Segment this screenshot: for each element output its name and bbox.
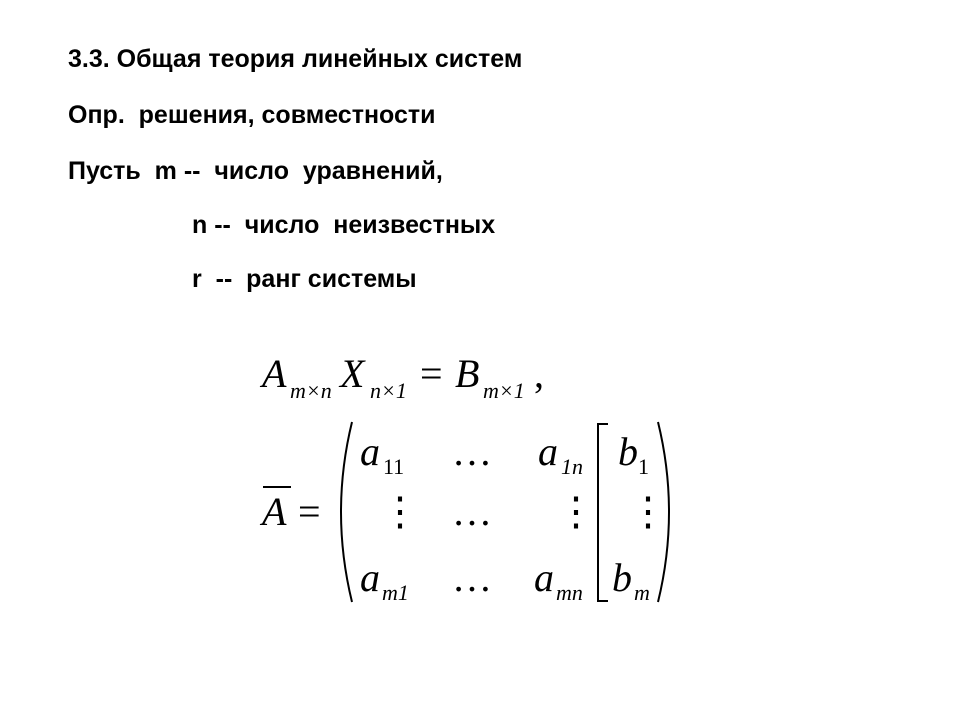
row1-a: a [360, 429, 380, 474]
section-heading: 3.3. Общая теория линейных систем [68, 45, 523, 73]
row2-dots: … [452, 489, 492, 534]
row1-a2-sub: 1n [561, 454, 583, 479]
eq-B: B [455, 351, 480, 396]
matrix-equals: = [298, 489, 321, 534]
eq-X-sub: n×1 [370, 378, 407, 403]
row1-dots: … [452, 429, 492, 474]
row2-vdots-1: ⋮ [380, 489, 420, 534]
let-m-line: Пусть m -- число уравнений, [68, 157, 443, 185]
row3-a2: a [534, 555, 554, 600]
row3-b: b [612, 555, 632, 600]
row3-a: a [360, 555, 380, 600]
eq-B-sub: m×1 [483, 378, 525, 403]
eq-A-sub: m×n [290, 378, 332, 403]
definition-line: Опр. решения, совместности [68, 101, 436, 129]
eq-comma: , [534, 351, 544, 396]
row2-vdots-3: ⋮ [628, 489, 668, 534]
eq-X: X [340, 351, 365, 396]
row2-vdots-2: ⋮ [556, 489, 596, 534]
row3-a2-sub: mn [556, 580, 583, 605]
row1-b: b [618, 429, 638, 474]
row3-a-sub: m1 [382, 580, 409, 605]
n-line: n -- число неизвестных [192, 211, 496, 239]
r-line: r -- ранг системы [192, 265, 417, 293]
row1-a-sub: 11 [383, 454, 405, 479]
row1-b-sub: 1 [638, 454, 649, 479]
eq-equals: = [420, 351, 443, 396]
eq-A: A [262, 351, 287, 396]
row3-dots: … [452, 555, 492, 600]
row3-b-sub: m [634, 580, 650, 605]
matrix-lhs: A [262, 489, 287, 534]
row1-a2: a [538, 429, 558, 474]
